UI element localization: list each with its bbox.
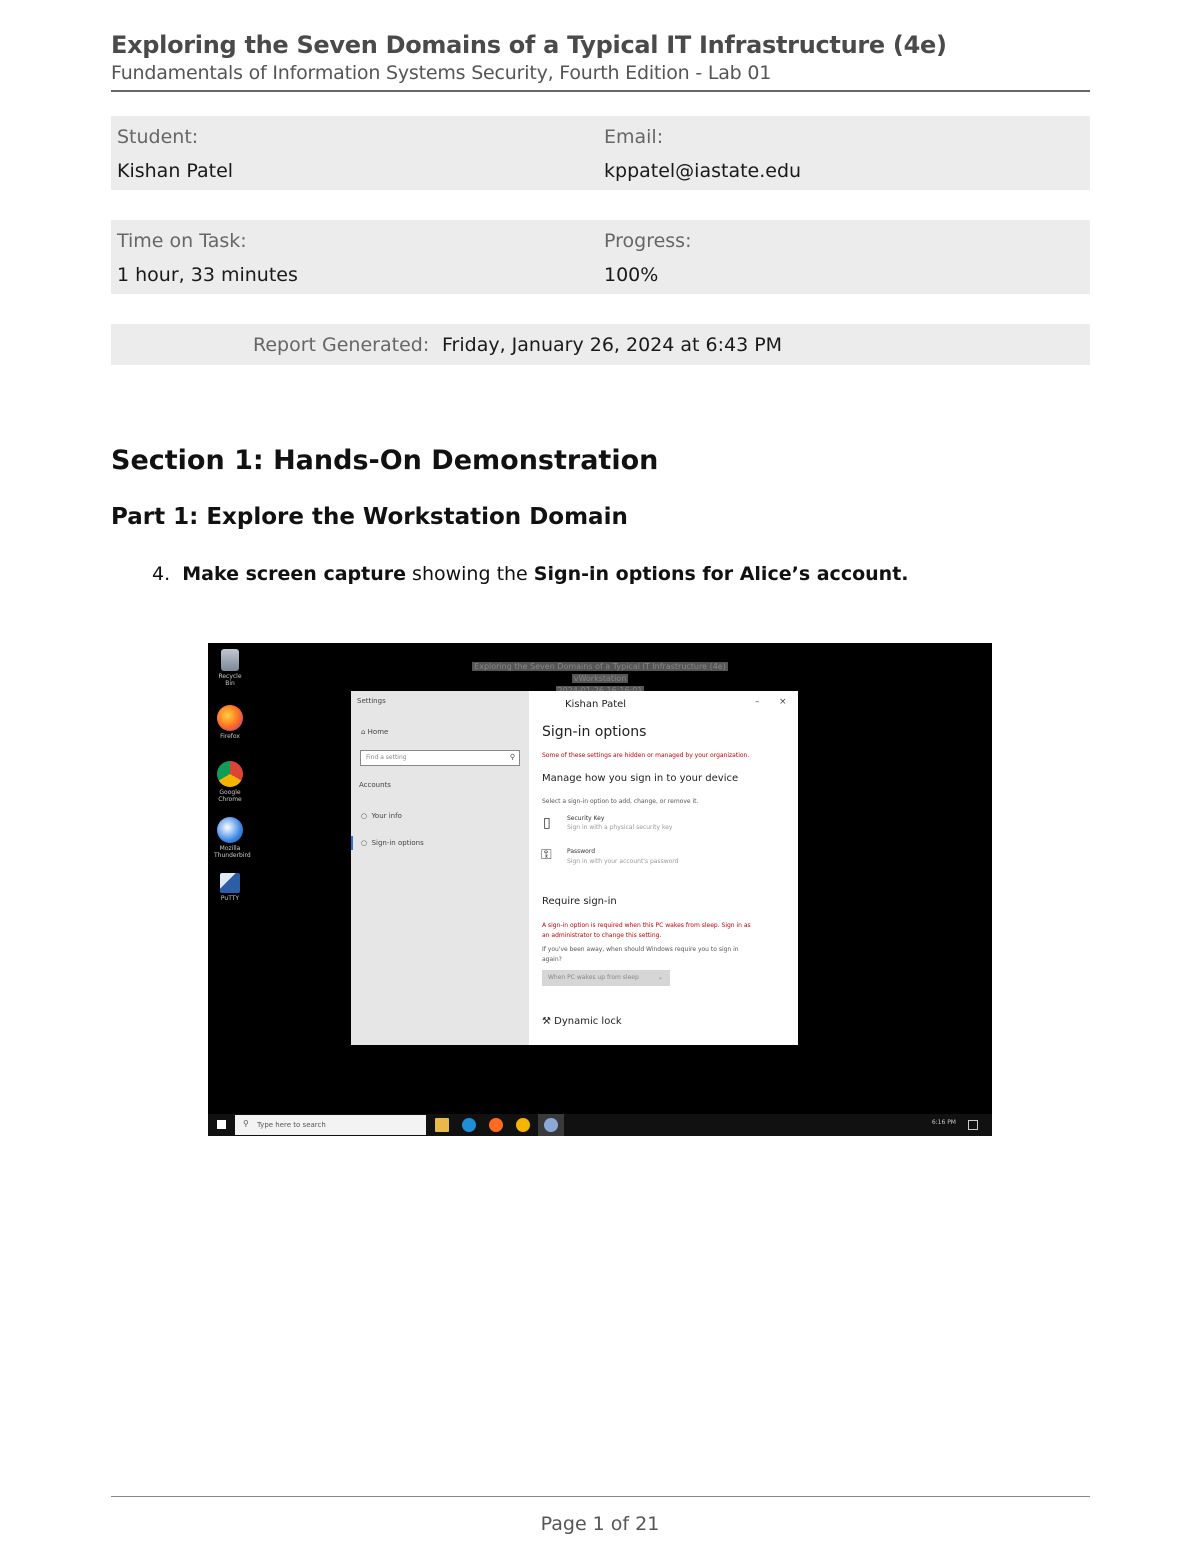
chrome-icon[interactable] bbox=[516, 1118, 530, 1132]
security-key-desc: Sign in with a physical security key bbox=[567, 824, 673, 831]
desktop-icon-firefox[interactable] bbox=[214, 705, 246, 740]
progress-label: Progress: bbox=[604, 230, 692, 252]
search-placeholder: Find a setting bbox=[366, 754, 407, 761]
progress-value: 100% bbox=[604, 264, 659, 286]
gear-icon bbox=[544, 1118, 558, 1132]
window-user-name: Kishan Patel bbox=[565, 699, 627, 710]
nav-item-label: Your info bbox=[371, 812, 402, 820]
taskbar-search-placeholder: Type here to search bbox=[257, 1121, 326, 1129]
desktop-icon-label: Recycle Bin bbox=[218, 673, 242, 687]
sign-in-options-heading: Sign-in options bbox=[542, 724, 647, 740]
settings-window bbox=[351, 691, 798, 1045]
nav-section-accounts: Accounts bbox=[359, 781, 391, 789]
email-label: Email: bbox=[604, 126, 664, 148]
step-bold-text-1: Make screen capture bbox=[182, 563, 406, 585]
password-option[interactable]: Password bbox=[567, 848, 596, 855]
student-info-box bbox=[111, 116, 1090, 190]
document-subtitle: Fundamentals of Information Systems Security, Fourth Edition - Lab 01 bbox=[111, 62, 772, 84]
require-warning-line-2: an administrator to change this setting. bbox=[542, 932, 662, 939]
firefox-icon bbox=[217, 705, 243, 731]
screen-capture-image bbox=[208, 643, 992, 1136]
file-explorer-icon[interactable] bbox=[435, 1118, 449, 1132]
settings-nav-pane bbox=[351, 691, 529, 1045]
notification-icon[interactable] bbox=[968, 1120, 978, 1130]
putty-icon bbox=[220, 873, 240, 893]
dynamic-lock-icon: ⚒ bbox=[542, 1016, 551, 1027]
dynamic-lock-heading bbox=[542, 1016, 622, 1027]
student-label: Student: bbox=[117, 126, 199, 148]
search-icon: ⚲ bbox=[243, 1119, 249, 1128]
require-sign-in-dropdown[interactable] bbox=[542, 970, 670, 986]
nav-home-label: Home bbox=[367, 728, 389, 736]
report-generated-label: Report Generated: bbox=[253, 334, 430, 356]
settings-taskbar-button[interactable] bbox=[538, 1114, 564, 1136]
password-desc: Sign in with your account's password bbox=[567, 858, 679, 865]
email-value: kppatel@iastate.edu bbox=[604, 160, 802, 182]
dropdown-value: When PC wakes up from sleep bbox=[548, 974, 639, 981]
time-on-task-label: Time on Task: bbox=[117, 230, 247, 252]
settings-content-pane bbox=[529, 691, 798, 1045]
watermark-line-2: vWorkstation bbox=[573, 674, 627, 683]
time-on-task-value: 1 hour, 33 minutes bbox=[117, 264, 298, 286]
nav-item-sign-in-options[interactable]: ○ Sign-in options bbox=[361, 839, 424, 847]
require-desc-line-2: again? bbox=[542, 956, 562, 963]
step-bold-text-2: Sign-in options for Alice’s account. bbox=[533, 563, 909, 585]
system-tray-clock: 6:16 PM bbox=[931, 1119, 956, 1126]
step-instruction bbox=[152, 563, 909, 585]
require-desc-line-1: If you've been away, when should Windows require you to sign in bbox=[542, 946, 739, 953]
security-key-option[interactable]: Security Key bbox=[567, 815, 605, 822]
select-option-text: Select a sign-in option to add, change, or remove it. bbox=[542, 798, 699, 805]
desktop-icon-putty[interactable] bbox=[214, 873, 246, 902]
desktop-icon-label: PuTTY bbox=[220, 895, 240, 902]
watermark-line-1: Exploring the Seven Domains of a Typical IT Infrastructure (4e) bbox=[474, 662, 726, 671]
start-button-icon[interactable] bbox=[217, 1120, 226, 1129]
part-title: Part 1: Explore the Workstation Domain bbox=[111, 504, 628, 530]
desktop-icon-thunderbird[interactable] bbox=[214, 817, 251, 859]
progress-info-box bbox=[111, 220, 1090, 294]
recycle-bin-icon bbox=[221, 649, 239, 671]
desktop-icon-label: Mozilla Thunderbird bbox=[214, 845, 251, 859]
chrome-icon bbox=[217, 761, 243, 787]
chevron-down-icon: ⌄ bbox=[658, 974, 664, 981]
settings-search-input[interactable] bbox=[360, 750, 520, 766]
report-generated-value: Friday, January 26, 2024 at 6:43 PM bbox=[442, 334, 783, 356]
close-icon[interactable]: × bbox=[779, 697, 787, 707]
desktop-icon-recycle-bin[interactable] bbox=[214, 649, 246, 687]
require-warning-line-1: A sign-in option is required when this PC wakes from sleep. Sign in as bbox=[542, 922, 751, 929]
manage-sign-in-heading: Manage how you sign in to your device bbox=[542, 773, 739, 784]
nav-home[interactable]: ⌂ Home bbox=[361, 728, 389, 736]
minimize-icon[interactable]: – bbox=[755, 697, 760, 707]
search-icon: ⚲ bbox=[509, 753, 515, 761]
taskbar bbox=[208, 1114, 992, 1136]
footer-divider bbox=[111, 1496, 1090, 1497]
desktop-icon-chrome[interactable] bbox=[214, 761, 246, 803]
report-generated-box bbox=[111, 324, 1090, 365]
page-header bbox=[111, 30, 1090, 86]
taskbar-search-box[interactable] bbox=[235, 1115, 426, 1135]
security-key-icon: ▯ bbox=[543, 815, 551, 831]
document-title: Exploring the Seven Domains of a Typical IT Infrastructure (4e) bbox=[111, 31, 947, 59]
nav-item-label: Sign-in options bbox=[371, 839, 424, 847]
section-title: Section 1: Hands-On Demonstration bbox=[111, 445, 659, 476]
step-text: showing the bbox=[406, 563, 534, 585]
edge-icon[interactable] bbox=[462, 1118, 476, 1132]
desktop-icon-label: Google Chrome bbox=[218, 789, 242, 803]
password-key-icon: ⚿ bbox=[541, 847, 552, 863]
nav-selection-indicator bbox=[351, 836, 353, 850]
header-divider bbox=[111, 90, 1090, 92]
dynamic-lock-label: Dynamic lock bbox=[554, 1016, 622, 1027]
thunderbird-icon bbox=[217, 817, 243, 843]
desktop-icon-label: Firefox bbox=[220, 733, 240, 740]
nav-item-your-info[interactable]: ○ Your info bbox=[361, 812, 402, 820]
page-number: Page 1 of 21 bbox=[540, 1513, 660, 1535]
firefox-icon[interactable] bbox=[489, 1118, 503, 1132]
org-managed-warning: Some of these settings are hidden or managed by your organization. bbox=[542, 752, 750, 759]
require-sign-in-heading: Require sign-in bbox=[542, 896, 617, 907]
step-number: 4. bbox=[152, 563, 171, 585]
student-name: Kishan Patel bbox=[117, 160, 234, 182]
settings-title: Settings bbox=[357, 697, 386, 705]
